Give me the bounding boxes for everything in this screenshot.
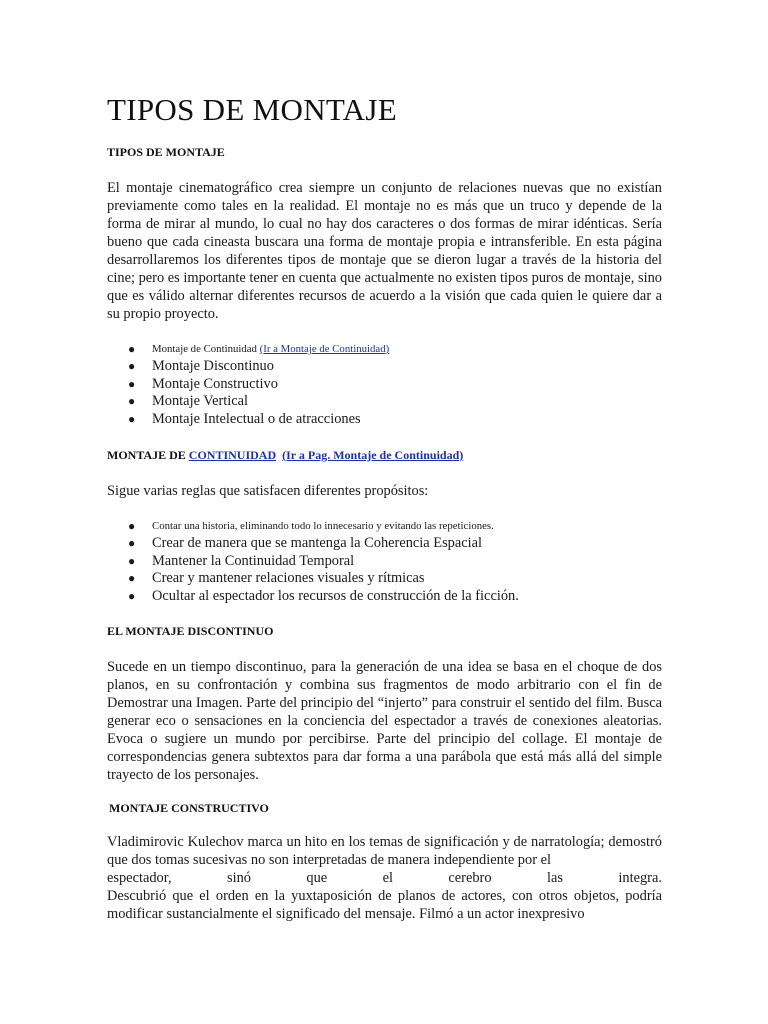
section-heading-tipos: TIPOS DE MONTAJE bbox=[107, 145, 225, 159]
continuity-paragraph: Sigue varias reglas que satisfacen diferentes propósitos: bbox=[107, 482, 429, 499]
constructive-paragraph-1: Vladimirovic Kulechov marca un hito en los temas de significación y de narratología; demostró que dos tomas sucesivas no son interpretadas de manera independiente por el bbox=[107, 833, 662, 868]
list-item-text: Contar una historia, eliminando todo lo innecesario y evitando las repeticiones. bbox=[152, 519, 494, 532]
document-content bbox=[107, 92, 662, 923]
bullet-icon: ● bbox=[128, 535, 136, 550]
list-item bbox=[107, 588, 662, 606]
word: cerebro bbox=[448, 869, 492, 886]
continuity-link[interactable]: (Ir a Montaje de Continuidad) bbox=[259, 343, 390, 355]
discontinuous-paragraph: Sucede en un tiempo discontinuo, para la generación de una idea se basa en el choque de dos planos, en su confrontación y combina sus fragmentos de modo arbitrario con el fin de Demostrar una Imagen. Parte del principio del “injerto” para construir el sentido del film. Busca generar eco o sensaciones en la conciencia del espectador a través de conexiones aleatorias. Evoca o sugiere un mundo por percibirse. Parte del principio del collage. El montaje de correspondencias genera subtextos para dar forma a una parábola que está más allá del simple trayecto de los personajes. bbox=[107, 658, 662, 783]
list-item bbox=[107, 376, 662, 394]
continuity-rules-list bbox=[107, 518, 662, 606]
list-item bbox=[107, 411, 662, 429]
intro-paragraph: El montaje cinematográfico crea siempre un conjunto de relaciones nuevas que no existían previamente como tales en la realidad. El montaje no es más que un truco y depende de la forma de mirar al mundo, lo cual no hay dos caracteres o dos formas de mirar idénticas. Sería bueno que cada cineasta buscara una forma de montaje propia e intransferible. En esta página desarrollaremos los diferentes tipos de montaje que se dieron lugar a través de la historia del cine; pero es importante tener en cuenta que actualmente no existen tipos puros de montaje, sino que es válido alternar diferentes recursos de acuerdo a la visión que cada quien le quiere dar a su propio proyecto. bbox=[107, 180, 662, 322]
constructive-paragraph-2: Descubrió que el orden en la yuxtaposición de planos de actores, con otros objetos, podría modificar sustancialmente el significado del mensaje. Filmó a un actor inexpresivo bbox=[107, 887, 662, 922]
montage-types-list bbox=[107, 341, 662, 429]
section-heading-discontinuo: EL MONTAJE DISCONTINUO bbox=[107, 623, 274, 638]
bullet-icon: ● bbox=[128, 394, 136, 409]
bullet-icon: ● bbox=[128, 553, 136, 568]
bullet-icon: ● bbox=[128, 588, 136, 603]
list-item-text: Montaje Vertical bbox=[152, 393, 249, 410]
word: sinó bbox=[226, 869, 251, 886]
word: que bbox=[306, 869, 328, 886]
page-title: TIPOS DE MONTAJE bbox=[107, 92, 397, 127]
list-item bbox=[107, 341, 662, 358]
word: las bbox=[546, 869, 563, 886]
list-item-text: Mantener la Continuidad Temporal bbox=[152, 552, 355, 569]
word: espectador, bbox=[107, 869, 172, 886]
bullet-icon: ● bbox=[128, 359, 136, 373]
list-item-text: Crear y mantener relaciones visuales y rítmicas bbox=[152, 570, 425, 587]
list-item-text: Montaje Intelectual o de atracciones bbox=[152, 411, 361, 428]
list-item-text: Montaje Constructivo bbox=[152, 375, 278, 392]
list-item bbox=[107, 553, 662, 571]
word: el bbox=[382, 869, 393, 886]
section-heading-constructivo: MONTAJE CONSTRUCTIVO bbox=[109, 800, 269, 815]
bullet-icon: ● bbox=[128, 376, 136, 391]
list-item-text: Ocultar al espectador los recursos de construcción de la ficción. bbox=[152, 587, 519, 604]
list-item bbox=[107, 570, 662, 588]
continuidad-link[interactable]: CONTINUIDAD bbox=[188, 447, 277, 462]
list-item bbox=[107, 358, 662, 376]
list-item bbox=[107, 518, 662, 535]
bullet-icon: ● bbox=[128, 518, 136, 533]
word: integra. bbox=[618, 869, 662, 886]
list-item-text: Crear de manera que se mantenga la Coherencia Espacial bbox=[152, 534, 483, 551]
list-item bbox=[107, 535, 662, 553]
section-heading-continuidad bbox=[107, 447, 662, 463]
list-item-text: Montaje de Continuidad bbox=[152, 343, 257, 355]
bullet-icon: ● bbox=[128, 342, 136, 356]
continuidad-page-link[interactable]: (Ir a Pag. Montaje de Continuidad) bbox=[282, 447, 464, 462]
bullet-icon: ● bbox=[128, 412, 136, 427]
list-item-text: Montaje Discontinuo bbox=[152, 358, 274, 374]
bullet-icon: ● bbox=[128, 571, 136, 586]
list-item bbox=[107, 393, 662, 411]
heading-text: MONTAJE DE bbox=[107, 447, 186, 462]
constructive-spread-line bbox=[107, 869, 662, 887]
